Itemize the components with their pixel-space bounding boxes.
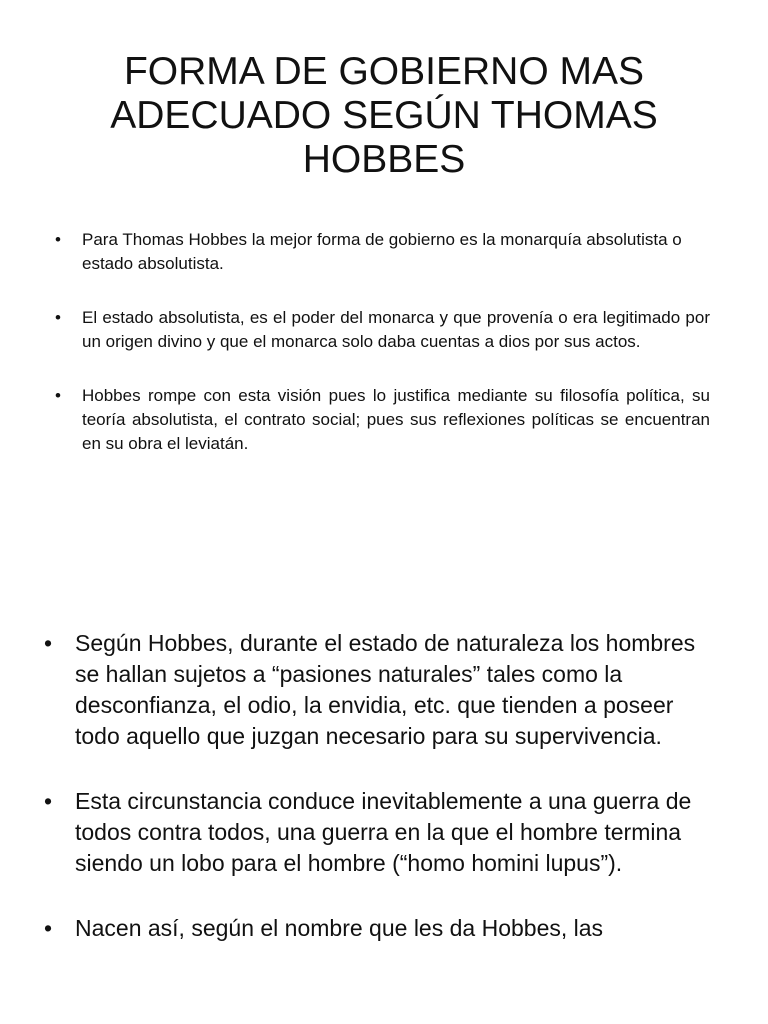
bullet-text: Para Thomas Hobbes la mejor forma de gobierno es la monarquía absolutista o estado absolutista. <box>82 230 682 273</box>
bullet-item <box>44 913 724 944</box>
bullet-dot-icon: • <box>55 308 61 327</box>
slide-2-bullet-list <box>44 628 724 978</box>
slide-2 <box>0 600 768 1024</box>
bullet-item <box>44 786 724 879</box>
bullet-text: Según Hobbes, durante el estado de naturaleza los hombres se hallan sujetos a “pasiones naturales” tales como la desconfianza, el odio, la envidia, etc. que tienden a poseer todo aquello que juzgan necesario para su supervivencia. <box>75 630 696 749</box>
slide-title: FORMA DE GOBIERNO MAS ADECUADO SEGÚN THOMAS HOBBES <box>110 50 658 181</box>
bullet-text: Hobbes rompe con esta visión pues lo justifica mediante su filosofía política, su teoría absolutista, el contrato social; pues sus reflexiones políticas se encuentran en su obra el leviatán. <box>82 386 710 453</box>
bullet-dot-icon: • <box>44 630 53 656</box>
bullet-text: Nacen así, según el nombre que les da Hobbes, las <box>75 915 604 941</box>
slide-1-bullet-list <box>55 228 710 486</box>
bullet-dot-icon: • <box>55 386 61 405</box>
bullet-text: El estado absolutista, es el poder del monarca y que provenía o era legitimado por un origen divino y que el monarca solo daba cuentas a dios por sus actos. <box>82 308 710 351</box>
bullet-dot-icon: • <box>44 788 53 814</box>
bullet-item <box>44 628 724 752</box>
bullet-dot-icon: • <box>55 230 61 249</box>
bullet-text: Esta circunstancia conduce inevitablemente a una guerra de todos contra todos, una guerra en la que el hombre termina siendo un lobo para el hombre (“homo homini lupus”). <box>75 788 692 876</box>
bullet-item <box>55 306 710 354</box>
bullet-dot-icon: • <box>44 915 53 941</box>
bullet-item <box>55 384 710 456</box>
bullet-item <box>55 228 710 276</box>
